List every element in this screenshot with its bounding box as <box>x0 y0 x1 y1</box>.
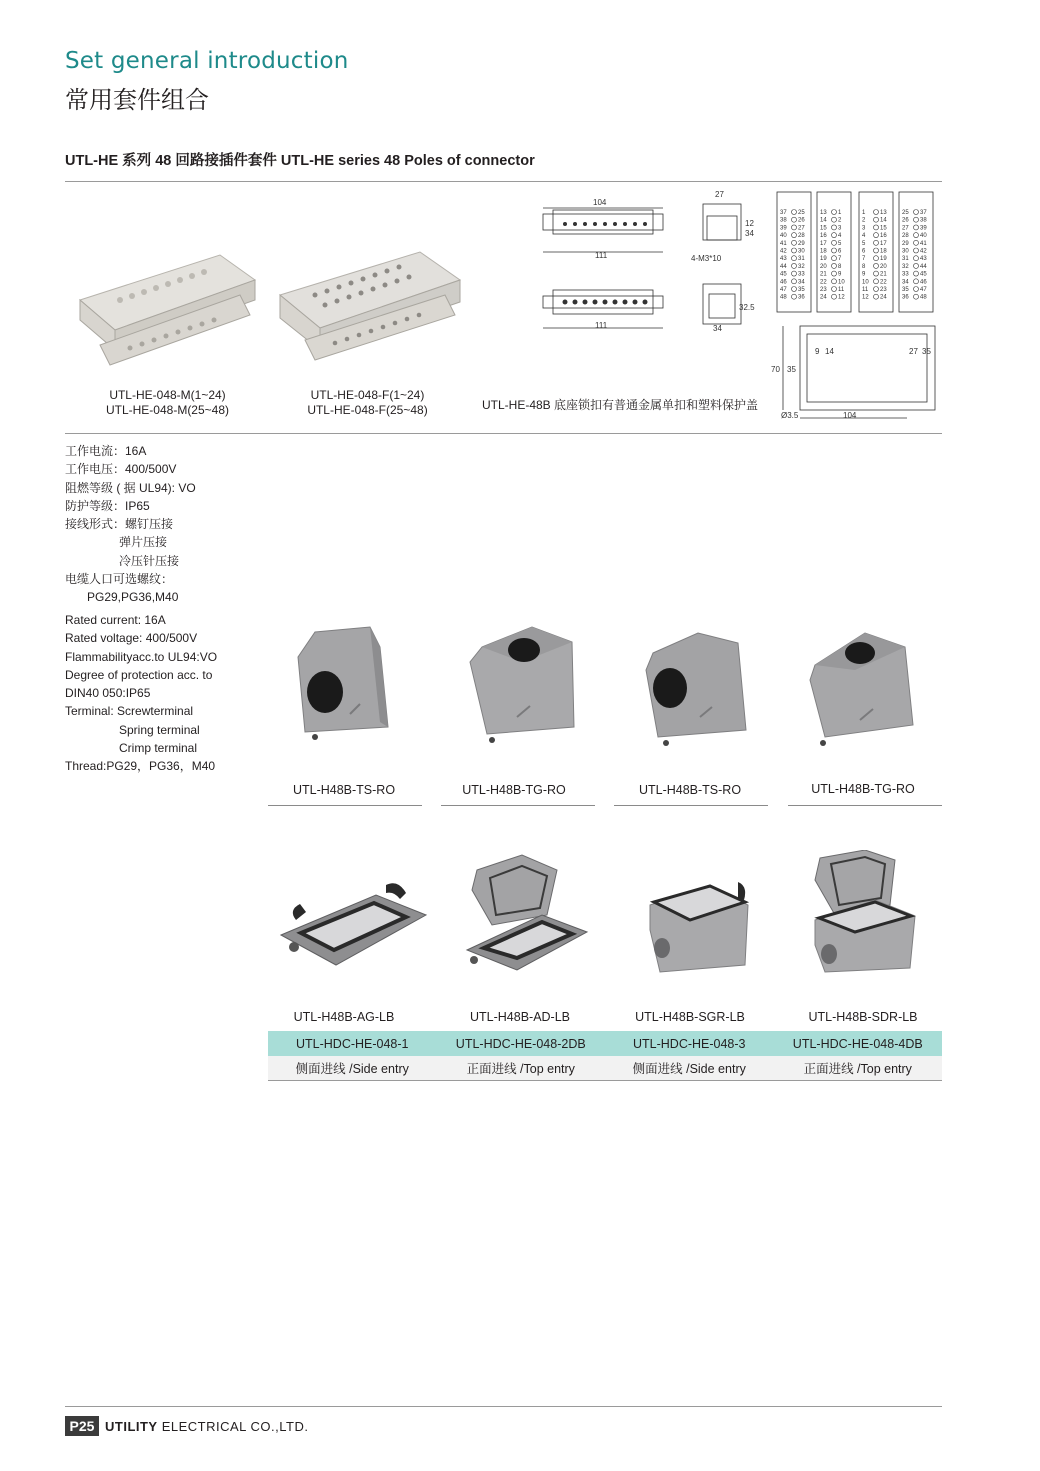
pin-hole <box>832 263 837 268</box>
pin-label: 20 <box>880 263 887 270</box>
pin-hole <box>832 233 837 238</box>
pin-label: 25 <box>902 210 909 216</box>
spec-cn-terminal: 接线形式：螺钉压接 <box>65 517 174 532</box>
pin-label: 33 <box>798 271 805 278</box>
pin-label: 40 <box>780 233 787 240</box>
pin-label: 31 <box>902 256 909 263</box>
pin-label: 26 <box>902 217 909 224</box>
pin-label: 12 <box>838 294 845 301</box>
pin-label: 28 <box>902 233 909 240</box>
pin-label: 24 <box>820 294 827 301</box>
hood-label-1: UTL-H48B-TS-RO <box>292 783 396 797</box>
pin-label: 38 <box>780 217 787 224</box>
pin-hole <box>792 271 797 276</box>
pin-label: 41 <box>920 240 927 247</box>
pin-hole <box>874 263 879 268</box>
dim-104-bottom: 104 <box>843 411 857 420</box>
pin-label: 10 <box>838 279 845 286</box>
company-name-rest: ELECTRICAL CO.,LTD. <box>157 1419 309 1434</box>
male-insert-line2: UTL-HE-048-M(25~48) <box>105 403 230 417</box>
pin-label: 34 <box>902 279 909 286</box>
pin-label: 47 <box>780 287 787 293</box>
pin-label: 42 <box>780 248 787 255</box>
kit-cell-4: UTL-HDC-HE-048-4DB <box>792 1036 923 1051</box>
pin-hole <box>832 210 837 215</box>
pin-label: 18 <box>820 248 827 255</box>
dim-34-v: 34 <box>745 229 754 238</box>
pin-hole <box>914 287 919 292</box>
pin-label: 21 <box>820 271 827 278</box>
pin-hole <box>792 294 797 299</box>
spec-en-voltage: Rated voltage: 400/500V <box>65 631 198 646</box>
male-insert-photo <box>70 240 260 370</box>
female-insert-line1: UTL-HE-048-F(1~24) <box>310 388 425 402</box>
pin-hole <box>914 279 919 284</box>
pin-label: 13 <box>880 210 887 216</box>
pin-label: 10 <box>862 279 869 286</box>
pin-hole <box>832 287 837 292</box>
pin-label: 2 <box>862 217 866 224</box>
pin-hole <box>914 271 919 276</box>
pin-hole <box>874 287 879 292</box>
pin-label: 29 <box>902 240 909 247</box>
entry-cell-4: 正面进线 /Top entry <box>803 1062 912 1076</box>
pin-label: 39 <box>780 225 787 232</box>
hood-side-entry-photo-2 <box>638 625 758 755</box>
spec-cn-thread: 电缆人口可选螺纹： <box>65 572 174 587</box>
pin-hole <box>792 263 797 268</box>
pin-label: 35 <box>798 287 805 293</box>
pin-label: 35 <box>902 287 909 293</box>
pin-label: 30 <box>798 248 805 255</box>
spec-cn-terminal2: 弹片压接 <box>119 535 168 550</box>
dim-phi: Ø3.5 <box>781 411 799 420</box>
spec-en-thread: Thread:PG29，PG36，M40 <box>65 759 216 774</box>
housing-label-2: UTL-H48B-AD-LB <box>469 1010 571 1024</box>
pin-label: 45 <box>780 271 787 278</box>
pin-label: 37 <box>920 210 927 216</box>
pin-label: 1 <box>862 210 866 216</box>
section-subtitle: UTL-HE 系列 48 回路接插件套件 UTL-HE series 48 Poles of connector <box>65 153 535 169</box>
housing-label-3: UTL-H48B-SGR-LB <box>635 1010 745 1024</box>
pin-hole <box>874 225 879 230</box>
pin-hole <box>832 271 837 276</box>
pin-map <box>780 210 927 301</box>
dim-34: 34 <box>713 324 722 333</box>
divider-top <box>65 181 942 182</box>
kit-cell-2: UTL-HDC-HE-048-2DB <box>455 1036 586 1051</box>
dim-screw: 4-M3*10 <box>691 254 722 263</box>
pin-label: 37 <box>780 210 787 216</box>
pin-hole <box>914 256 919 261</box>
pin-label: 23 <box>880 287 887 293</box>
pin-label: 48 <box>780 294 787 301</box>
hood-top-entry-photo-1 <box>462 622 582 752</box>
pin-label: 3 <box>838 225 842 232</box>
specs-cn <box>65 442 196 607</box>
kit-cell-3: UTL-HDC-HE-048-3 <box>632 1036 746 1051</box>
pin-hole <box>874 271 879 276</box>
pin-label: 4 <box>862 233 866 240</box>
pin-label: 13 <box>820 210 827 216</box>
pin-label: 5 <box>862 240 866 247</box>
pin-hole <box>792 287 797 292</box>
entry-cell-3: 侧面进线 /Side entry <box>632 1062 746 1076</box>
spec-en-protection2: DIN40 050:IP65 <box>65 686 151 701</box>
pin-label: 22 <box>820 279 827 286</box>
base-caption: UTL-HE-48B 底座锁扣有普通金属单扣和塑料保护盖 <box>482 398 759 412</box>
spec-cn-flame: 阻燃等级 ( 据 UL94): VO <box>65 480 196 495</box>
kit-table <box>268 1031 942 1081</box>
footer-divider <box>65 1406 942 1407</box>
pin-label: 27 <box>798 225 805 232</box>
pin-hole <box>832 217 837 222</box>
pin-hole <box>914 225 919 230</box>
pin-hole <box>792 210 797 215</box>
hood-side-entry-photo-1 <box>290 622 410 752</box>
pin-label: 28 <box>798 233 805 240</box>
pin-hole <box>792 233 797 238</box>
pin-label: 4 <box>838 233 842 240</box>
pin-label: 21 <box>880 271 887 278</box>
pin-label: 17 <box>820 240 827 247</box>
dim-104-top: 104 <box>593 198 607 207</box>
pin-label: 48 <box>920 294 927 301</box>
pin-hole <box>832 248 837 253</box>
pin-label: 46 <box>920 279 927 286</box>
hood-underline-3 <box>614 805 768 806</box>
spec-cn-terminal3: 冷压针压接 <box>119 553 180 568</box>
hood-underline-4 <box>788 805 942 806</box>
pin-label: 22 <box>880 279 887 286</box>
pin-hole <box>792 225 797 230</box>
dim-35-left: 35 <box>787 365 796 374</box>
company-name-bold: UTILITY <box>105 1419 158 1434</box>
pin-hole <box>832 240 837 245</box>
pin-label: 9 <box>838 271 842 278</box>
pin-label: 19 <box>880 256 887 263</box>
pin-label: 15 <box>820 225 827 232</box>
dim-27-right: 27 <box>909 347 918 356</box>
dim-27: 27 <box>715 190 724 199</box>
spec-en-terminal: Terminal: Screwterminal <box>65 704 194 719</box>
pin-label: 45 <box>920 271 927 278</box>
kit-cell-1: UTL-HDC-HE-048-1 <box>295 1036 409 1051</box>
pin-label: 43 <box>920 256 927 263</box>
spec-en-terminal3: Crimp terminal <box>119 741 198 756</box>
entry-row <box>268 1056 942 1081</box>
company-name <box>105 1419 308 1434</box>
pin-hole <box>914 294 919 299</box>
pin-label: 30 <box>902 248 909 255</box>
male-insert-line1: UTL-HE-048-M(1~24) <box>109 388 226 402</box>
page-number-badge: P25 <box>65 1416 99 1436</box>
page-title-cn: 常用套件组合 <box>65 86 209 114</box>
pin-label: 36 <box>902 294 909 301</box>
pin-label: 27 <box>902 225 909 232</box>
pin-label: 7 <box>838 256 842 263</box>
dim-12: 12 <box>745 219 754 228</box>
pin-label: 15 <box>880 225 887 232</box>
pin-hole <box>874 256 879 261</box>
spec-en-flame: Flammabilityacc.to UL94:VO <box>65 649 218 664</box>
hood-underline-2 <box>441 805 595 806</box>
pin-hole <box>874 217 879 222</box>
pin-hole <box>914 233 919 238</box>
pin-label: 8 <box>838 263 842 270</box>
hood-underline-1 <box>268 805 422 806</box>
spec-en-current: Rated current: 16A <box>65 613 166 627</box>
technical-drawing <box>535 186 945 426</box>
pin-label: 12 <box>862 294 869 301</box>
pin-label: 29 <box>798 240 805 247</box>
pin-label: 9 <box>862 271 866 278</box>
pin-hole <box>832 225 837 230</box>
pin-label: 11 <box>838 287 845 293</box>
spec-cn-thread2: PG29,PG36,M40 <box>87 590 179 605</box>
dim-70: 70 <box>771 365 780 374</box>
dim-32-5: 32.5 <box>739 303 755 312</box>
pin-hole <box>914 217 919 222</box>
pin-label: 14 <box>880 217 887 224</box>
housing-label-1: UTL-H48B-AG-LB <box>293 1010 395 1024</box>
dim-14: 14 <box>825 347 834 356</box>
pin-label: 44 <box>780 263 787 270</box>
pin-label: 40 <box>920 233 927 240</box>
entry-cell-1: 侧面进线 /Side entry <box>295 1062 409 1076</box>
female-insert-line2: UTL-HE-048-F(25~48) <box>307 403 428 417</box>
hood-top-entry-photo-2 <box>805 625 925 755</box>
pin-label: 6 <box>862 248 866 255</box>
pin-label: 32 <box>798 263 805 270</box>
kit-row <box>268 1031 942 1056</box>
pin-label: 8 <box>862 263 866 270</box>
pin-label: 16 <box>880 233 887 240</box>
pin-hole <box>792 240 797 245</box>
pin-hole <box>874 233 879 238</box>
pin-label: 24 <box>880 294 887 301</box>
male-insert-caption <box>95 388 240 418</box>
pin-hole <box>874 248 879 253</box>
spec-en-terminal2: Spring terminal <box>119 722 200 737</box>
pin-label: 7 <box>862 256 866 263</box>
pin-label: 5 <box>838 240 842 247</box>
housing-surface-photo-2 <box>462 850 592 975</box>
spec-cn-current: 工作电流：16A <box>65 444 147 458</box>
pin-label: 18 <box>880 248 887 255</box>
dim-111-a: 111 <box>595 251 608 260</box>
pin-label: 3 <box>862 225 866 232</box>
entry-cell-2: 正面进线 /Top entry <box>466 1062 575 1076</box>
pin-label: 14 <box>820 217 827 224</box>
pin-hole <box>874 210 879 215</box>
pin-label: 34 <box>798 279 805 286</box>
pin-label: 31 <box>798 256 805 263</box>
pin-label: 25 <box>798 210 805 216</box>
housing-side-photo-2 <box>805 850 925 975</box>
pin-label: 41 <box>780 240 787 247</box>
pin-hole <box>874 279 879 284</box>
pin-label: 16 <box>820 233 827 240</box>
page-title-en: Set general introduction <box>65 48 349 74</box>
pin-label: 1 <box>838 210 842 216</box>
female-insert-caption <box>295 388 440 418</box>
specs-en <box>65 611 217 776</box>
pin-hole <box>792 256 797 261</box>
pin-label: 11 <box>862 287 869 293</box>
pin-hole <box>914 248 919 253</box>
pin-label: 46 <box>780 279 787 286</box>
pin-label: 20 <box>820 263 827 270</box>
pin-hole <box>914 210 919 215</box>
dim-111-b: 111 <box>595 321 608 330</box>
dim-9: 9 <box>815 347 820 356</box>
pin-hole <box>832 279 837 284</box>
hood-label-3: UTL-H48B-TS-RO <box>638 783 742 797</box>
pin-label: 47 <box>920 287 927 293</box>
dim-35-right: 35 <box>922 347 931 356</box>
pin-hole <box>914 240 919 245</box>
hood-label-4: UTL-H48B-TG-RO <box>811 782 915 796</box>
hood-label-2: UTL-H48B-TG-RO <box>462 783 566 797</box>
pin-label: 23 <box>820 287 827 293</box>
pin-label: 43 <box>780 256 787 263</box>
divider-mid <box>65 433 942 434</box>
spec-cn-protection: 防护等级：IP65 <box>65 498 150 513</box>
pin-hole <box>874 294 879 299</box>
housing-label-4: UTL-H48B-SDR-LB <box>808 1010 918 1024</box>
pin-hole <box>792 217 797 222</box>
pin-label: 33 <box>902 271 909 278</box>
pin-label: 36 <box>798 294 805 301</box>
pin-label: 17 <box>880 240 887 247</box>
pin-label: 2 <box>838 217 842 224</box>
pin-label: 26 <box>798 217 805 224</box>
pin-hole <box>792 248 797 253</box>
pin-hole <box>914 263 919 268</box>
pin-label: 39 <box>920 225 927 232</box>
spec-en-protection: Degree of protection acc. to <box>65 667 213 682</box>
pin-hole <box>832 256 837 261</box>
pin-hole <box>792 279 797 284</box>
pin-label: 42 <box>920 248 927 255</box>
pin-label: 32 <box>902 263 909 270</box>
pin-label: 38 <box>920 217 927 224</box>
housing-side-photo-1 <box>640 880 760 975</box>
pin-label: 19 <box>820 256 827 263</box>
female-insert-photo <box>270 240 465 370</box>
spec-cn-voltage: 工作电压：400/500V <box>65 462 177 477</box>
pin-hole <box>874 240 879 245</box>
pin-label: 6 <box>838 248 842 255</box>
pin-hole <box>832 294 837 299</box>
housing-surface-photo-1 <box>276 875 436 975</box>
pin-label: 44 <box>920 263 927 270</box>
